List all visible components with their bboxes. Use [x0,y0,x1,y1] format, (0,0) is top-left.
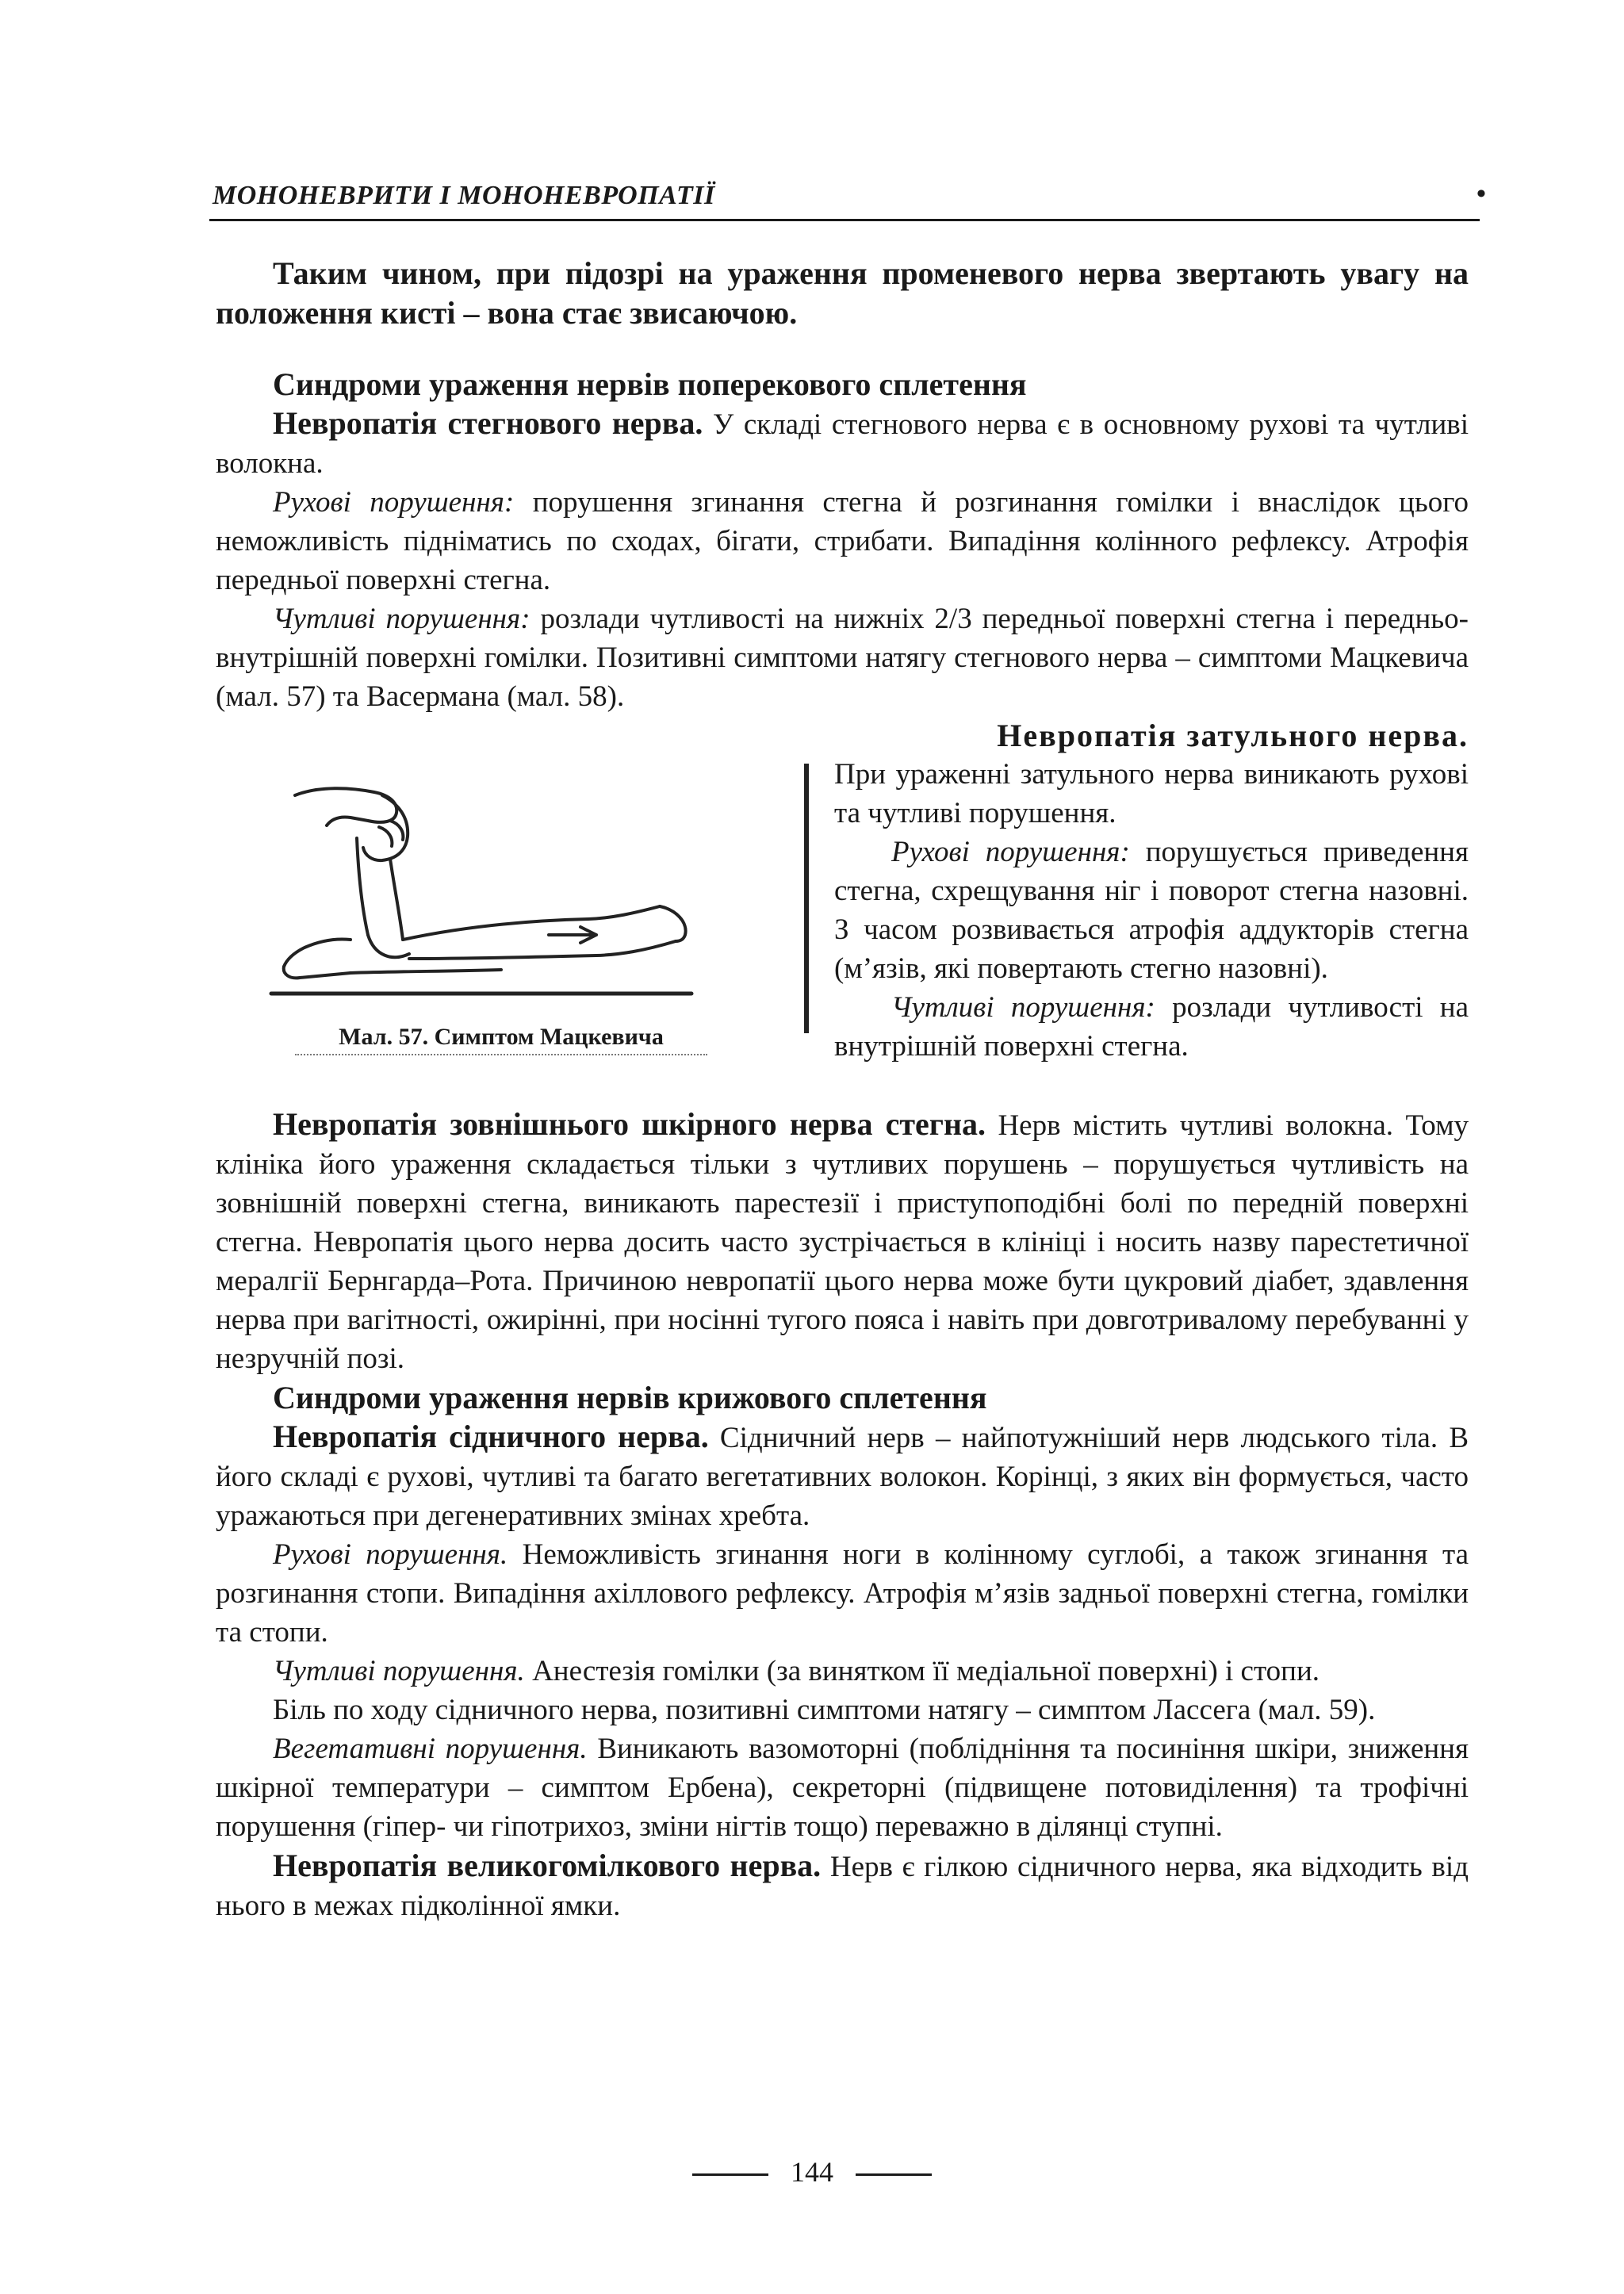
femoral-title: Невропатія стегнового нерва. [273,405,703,441]
running-head-rule [209,219,1480,221]
other-leg-top [284,939,350,967]
figure-caption: Мал. 57. Симптом Мацкевича [339,1024,664,1050]
sensory-obturator-label: Чутливі порушення: [891,991,1155,1024]
hand-fingers [379,821,403,846]
paragraph-motor-sciatic [216,1535,1469,1652]
paragraph-sensory-femoral [216,599,1469,716]
motor-femoral-text: порушення згинання стегна й розгинання гомілки і внаслідок цього неможливість підніматись по сходах, бігати, стрибати. Випадіння колінного рефлексу. Атрофія передньої поверхні стегна. [216,486,1469,596]
lateral-title: Невропатія зовнішнього шкірного нерва стегна. [273,1106,986,1142]
footer-rule-right [856,2173,932,2176]
section-heading-lumbar: Синдроми ураження нервів поперекового сплетення [273,366,1027,402]
raised-foot-outline [295,788,396,825]
sciatic-title: Невропатія сідничного нерва. [273,1419,709,1454]
lead-paragraph: Таким чином, при підозрі на ураження променевого нерва звертають увагу на положення кисті – вона стає звисаючою. [216,255,1469,331]
obturator-column [834,716,1469,1066]
figure-divider [804,764,809,1033]
motor-obturator-text: порушується приведення стегна, схрещування ніг і поворот стегна назовні. З часом розвивається атрофія аддукторів стегна (м’язів, які повертають стегно назовні). [834,836,1469,985]
vegetative-text: Виникають вазомоторні (поблідніння та посиніння шкіри, зниження шкірної температури – симптом Ербена), секреторні (підвищене потовиділення) та трофічні порушення (гіпер- чи гіпотрихоз, зміни нігтів тощо) переважно в ділянці ступні. [216,1733,1469,1843]
paragraph-motor-obturator [834,833,1469,988]
motor-obturator-label: Рухові порушення: [891,836,1130,868]
obturator-intro: При ураженні затульного нерва виникають рухові та чутливі порушення. [834,758,1469,829]
paragraph-sensory-obturator [834,988,1469,1066]
page-number: 144 [791,2156,833,2188]
page-footer [0,2155,1624,2189]
other-leg-foot [284,967,350,978]
sensory-sciatic-text: Анестезія гомілки (за винятком її медіальної поверхні) і стопи. [524,1655,1320,1687]
figure-57 [216,716,771,1105]
paragraph-motor-femoral [216,483,1469,599]
motor-femoral-label: Рухові порушення: [273,486,515,519]
footer-rule-left [692,2173,768,2176]
shin-back [390,859,403,940]
paragraph-sensory-sciatic [216,1652,1469,1691]
sensory-sciatic-label: Чутливі порушення. [273,1655,525,1687]
paragraph-pain: Біль по ходу сідничного нерва, позитивні симптоми натягу – симптом Лассега (мал. 59). [273,1694,1376,1726]
lateral-text: Нерв містить чутливі волокна. Тому клініка його ураження складається тільки з чутливих порушень – порушується чутливість на зовнішній поверхні стегна, виникають парестезії і приступоподібні болі по передній поверхні стегна. Невропатія цього нерва досить часто зустрічається в клініці і носить назву парестетичної мералгії Бернгарда–Рота. Причиною невропатії цього нерва може бути цукровий діабет, здавлення нерва при вагітності, ожирінні, при носінні тугого пояса і навіть при довготривалому перебуванні у незручній позі. [216,1109,1469,1375]
running-head: МОНОНЕВРИТИ І МОНОНЕВРОПАТІЇ [213,181,715,210]
sensory-femoral-text: розлади чутливості на нижніх 2/3 передньої поверхні стегна і передньо-внутрішній поверхні гомілки. Позитивні симптоми натягу стегнового нерва – симптоми Мацкевича (мал. 57) та Васермана (мал. 58). [216,603,1469,713]
obturator-title: Невропатія затульного нерва. [997,718,1469,753]
sensory-femoral-label: Чутливі порушення: [273,603,530,635]
sciatic-text: Сідничний нерв – найпотужніший нерв людського тіла. В його складі є рухові, чутливі та багато вегетативних волокон. Корінці, з яких він формується, часто уражаються при дегенеративних змінах хребта. [216,1422,1469,1532]
sensory-obturator-text: розлади чутливості на внутрішній поверхні стегна. [834,991,1469,1063]
pelvis-mark [549,927,596,943]
thigh-top [403,906,660,940]
paragraph-lateral-cutaneous [216,1105,1469,1378]
hip-outline [660,906,686,941]
leg-illustration [263,772,707,1009]
section-heading-sacral: Синдроми ураження нервів крижового сплетення [273,1380,987,1415]
other-leg-line [350,970,501,973]
femoral-text: У складі стегнового нерва є в основному рухові та чутливі волокна. [216,408,1469,480]
figure-wrap-block [216,716,1469,1105]
paragraph-tibial [216,1846,1469,1925]
tibial-text: Нерв є гілкою сідничного нерва, яка відходить від нього в межах підколінної ямки. [216,1851,1469,1922]
tibial-title: Невропатія великогомілкового нерва. [273,1848,822,1883]
motor-sciatic-text: Неможливість згинання ноги в колінному суглобі, а також згинання та розгинання стопи. Випадіння ахіллового рефлексу. Атрофія м’язів задньої поверхні стегна, гомілки та стопи. [216,1538,1469,1649]
thigh-bottom [409,941,676,959]
vegetative-label: Вегетативні порушення. [273,1733,588,1765]
paragraph-femoral [216,404,1469,483]
paragraph-vegetative [216,1729,1469,1846]
caption-underline [295,1054,707,1055]
motor-sciatic-label: Рухові порушення. [273,1538,508,1571]
paragraph-sciatic [216,1417,1469,1535]
running-head-bullet: • [1477,179,1486,209]
page-body [216,254,1469,1925]
